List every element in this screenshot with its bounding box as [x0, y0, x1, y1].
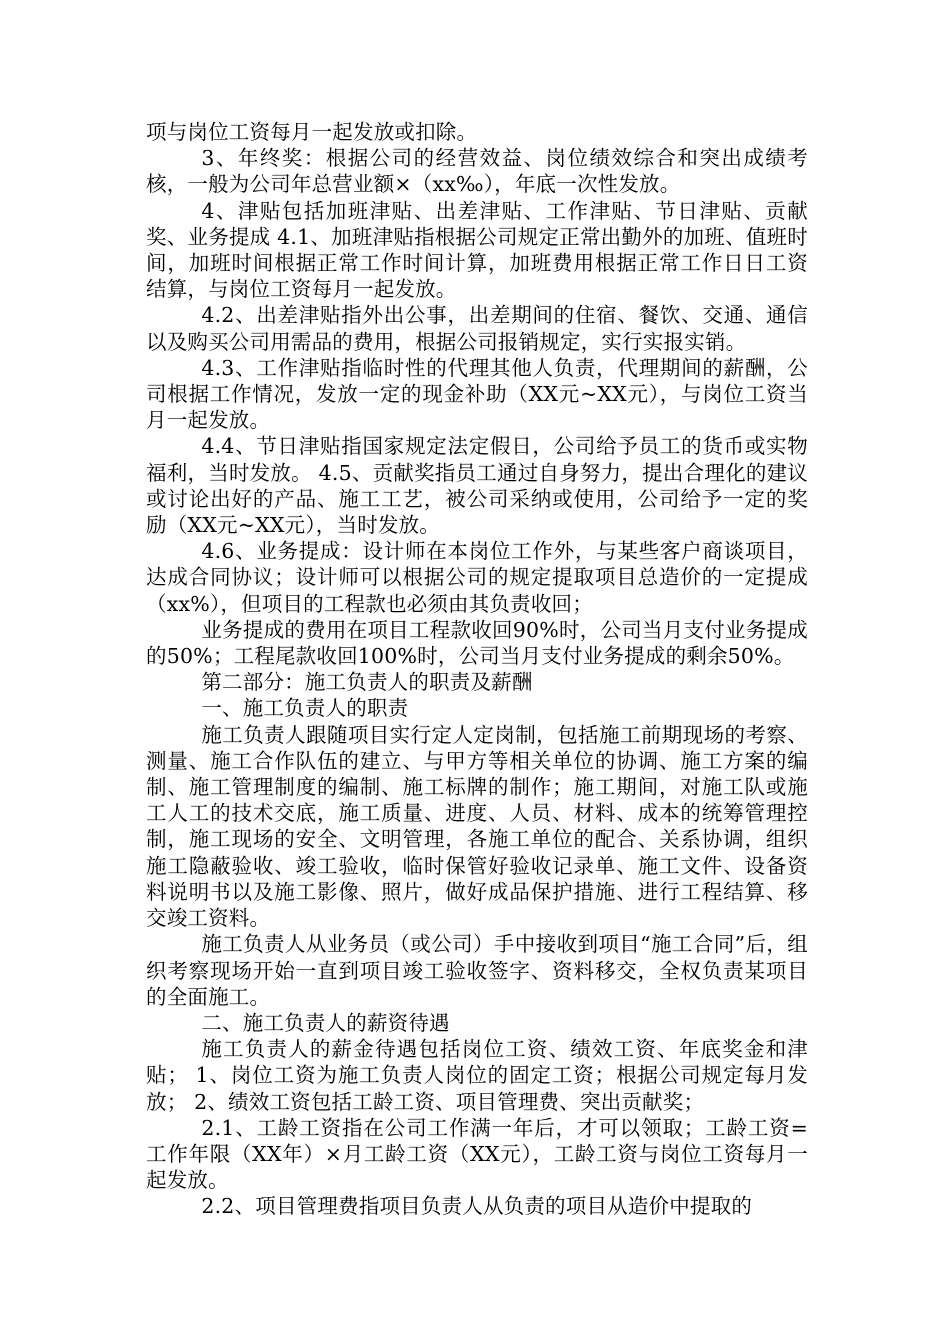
paragraph-salary: 施工负责人的薪金待遇包括岗位工资、绩效工资、年底奖金和津贴； 1、岗位工资为施工负责人岗位的固定工资；根据公司规定每月发放； 2、绩效工资包括工龄工资、项目管理费、突出贡献奖； [146, 1037, 808, 1114]
paragraph-contract-responsibility: 施工负责人从业务员（或公司）手中接收到项目“施工合同”后，组织考察现场开始一直到项目竣工验收签字、资料移交，全权负责某项目的全面施工。 [146, 932, 808, 1009]
paragraph-holiday-allowance: 4.4、节日津贴指国家规定法定假日，公司给予员工的货币或实物福利，当时发放。 4.5、贡献奖指员工通过自身努力，提出合理化的建议或讨论出好的产品、施工工艺，被公司采纳或使用，公司给予一定的奖励（XX元~XX元），当时发放。 [146, 434, 808, 538]
paragraph-commission-payment: 业务提成的费用在项目工程款收回90%时，公司当月支付业务提成的50%；工程尾款收回100%时，公司当月支付业务提成的剩余50%。 [146, 617, 808, 669]
paragraph-year-end-bonus: 3、年终奖：根据公司的经营效益、岗位绩效综合和突出成绩考核，一般为公司年总营业额×（xx‰），年底一次性发放。 [146, 146, 808, 197]
section-heading-part-two: 第二部分：施工负责人的职责及薪酬 [201, 670, 533, 695]
paragraph-business-commission: 4.6、业务提成：设计师在本岗位工作外，与某些客户商谈项目，达成合同协议；设计师可以根据公司的规定提取项目总造价的一定提成（xx%），但项目的工程款也必须由其负责收回； [146, 539, 808, 616]
subheading-salary: 二、施工负责人的薪资待遇 [201, 1010, 450, 1035]
paragraph-1: 项与岗位工资每月一起发放或扣除。 [146, 120, 478, 144]
paragraph-seniority-pay: 2.1、工龄工资指在公司工作满一年后，才可以领取；工龄工资=工作年限（XX年）×月工龄工资（XX元），工龄工资与岗位工资每月一起发放。 [146, 1115, 808, 1193]
paragraph-allowances: 4、津贴包括加班津贴、出差津贴、工作津贴、节日津贴、贡献奖、业务提成 4.1、加班津贴指根据公司规定正常出勤外的加班、值班时间，加班时间根据正常工作时间计算，加班费用根据正常工作日日工资结算，与岗位工资每月一起发放。 [146, 198, 808, 302]
paragraph-management-fee: 2.2、项目管理费指项目负责人从负责的项目从造价中提取的 [201, 1194, 753, 1219]
paragraph-duties: 施工负责人跟随项目实行定人定岗制，包括施工前期现场的考察、测量、施工合作队伍的建立、与甲方等相关单位的协调、施工方案的编制、施工管理制度的编制、施工标牌的制作；施工期间，对施工队或施工人工的技术交底，施工质量、进度、人员、材料、成本的统筹管理控制，施工现场的安全、文明管理，各施工单位的配合、关系协调，组织施工隐蔽验收、竣工验收，临时保管好验收记录单、施工文件、设备资料说明书以及施工影像、照片，做好成品保护措施、进行工程结算、移交竣工资料。 [146, 722, 808, 931]
subheading-duties: 一、施工负责人的职责 [201, 696, 409, 721]
document-page [146, 119, 808, 1220]
paragraph-work-allowance: 4.3、工作津贴指临时性的代理其他人负责，代理期间的薪酬，公司根据工作情况，发放一定的现金补助（XX元~XX元），与岗位工资当月一起发放。 [146, 355, 808, 433]
paragraph-travel-allowance: 4.2、出差津贴指外出公事，出差期间的住宿、餐饮、交通、通信以及购买公司用需品的费用，根据公司报销规定，实行实报实销。 [146, 303, 808, 354]
